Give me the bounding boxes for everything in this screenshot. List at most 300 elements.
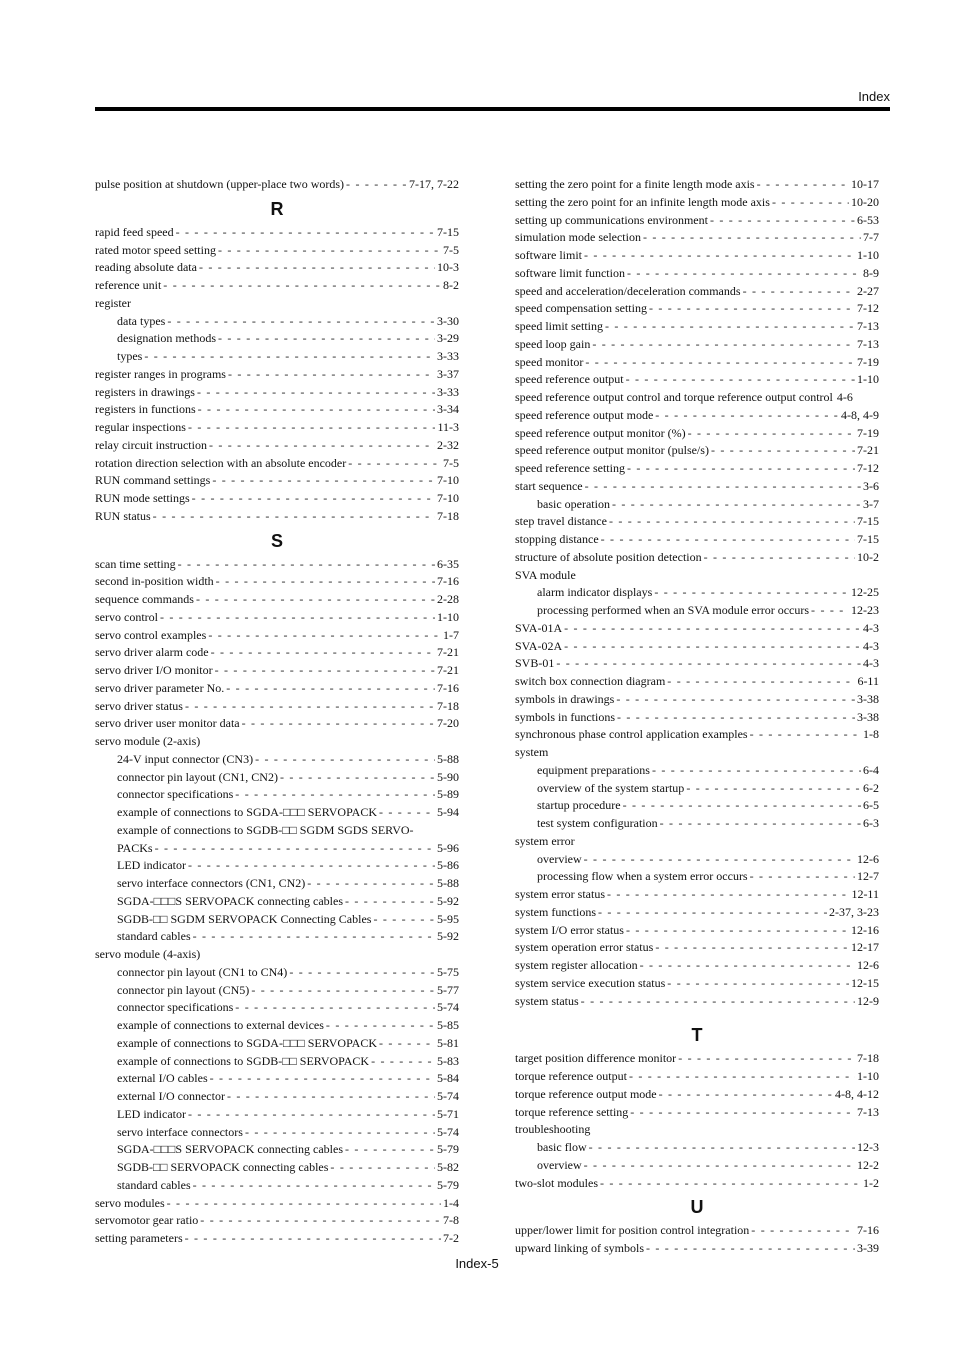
entry-term: servo interface connectors	[117, 1124, 243, 1139]
entry-term: connector specifications	[117, 1000, 234, 1015]
entry-term: setting up communications environment	[515, 212, 708, 227]
index-entry	[95, 384, 459, 402]
index-entry	[95, 277, 459, 295]
entry-page: 3-33	[437, 349, 459, 363]
entry-page: 7-13	[857, 319, 879, 333]
entry-page: 7-18	[437, 508, 459, 523]
index-entry	[515, 1104, 879, 1122]
index-entry	[515, 993, 879, 1011]
index-entry	[95, 490, 459, 508]
entry-term: 24-V input connector (CN3)	[117, 751, 254, 766]
index-entry	[515, 229, 879, 247]
index-entry	[515, 1086, 879, 1104]
entry-page: 7-12	[857, 461, 879, 475]
entry-term: simulation mode selection	[515, 230, 641, 245]
index-entry	[95, 680, 459, 698]
running-header: Index	[858, 89, 890, 104]
entry-term: synchronous phase control application examples	[515, 727, 748, 742]
entry-term: symbols in drawings	[515, 691, 615, 706]
index-entry	[515, 709, 879, 727]
index-subentry	[95, 999, 459, 1017]
entry-term: torque reference output	[515, 1069, 627, 1083]
entry-page: 4-8, 4-12	[835, 1086, 879, 1101]
entry-term: register ranges in programs	[95, 366, 226, 381]
entry-page: 5-96	[437, 840, 459, 855]
entry-page: 4-3	[863, 638, 879, 653]
index-column-right	[515, 176, 879, 1258]
entry-page: 5-95	[437, 911, 459, 926]
entry-term: speed limit setting	[515, 319, 603, 333]
entry-page: 1-2	[863, 1175, 879, 1190]
entry-term: LED indicator	[117, 858, 186, 873]
index-entry	[95, 259, 459, 277]
entry-term: servo modules	[95, 1195, 165, 1210]
entry-page: 12-16	[851, 922, 879, 937]
index-subentry	[95, 1106, 459, 1124]
index-subentry	[515, 1139, 879, 1157]
entry-term: processing flow when a system error occurs	[537, 869, 748, 884]
index-entry	[515, 1175, 879, 1193]
index-entry	[515, 283, 879, 301]
entry-page: 1-10	[857, 248, 879, 262]
index-entry	[95, 662, 459, 680]
entry-page: 12-17	[851, 940, 879, 955]
entry-term: example of connections to SGDB-□□ SERVOPACK	[117, 1053, 370, 1068]
index-entry	[515, 620, 879, 638]
entry-term: speed reference output monitor (pulse/s)	[515, 443, 709, 458]
index-subentry	[95, 1159, 459, 1177]
entry-page: 3-30	[437, 313, 459, 328]
entry-page: 7-16	[437, 574, 459, 589]
index-subentry	[95, 804, 459, 822]
entry-page: 7-18	[437, 698, 459, 713]
entry-term: stopping distance	[515, 532, 599, 546]
entry-term: example of connections to SGDA-□□□ SERVOPACK	[117, 1035, 377, 1050]
index-entry	[515, 957, 879, 975]
index-entry	[515, 691, 879, 709]
entry-page: 12-2	[857, 1157, 879, 1172]
entry-term: registers in drawings	[95, 384, 195, 399]
entry-page: 3-6	[863, 478, 879, 493]
entry-term: standard cables	[117, 1177, 191, 1192]
entry-term: reading absolute data	[95, 260, 197, 275]
entry-page: 2-27	[857, 283, 879, 298]
entry-page: 5-74	[437, 1000, 459, 1015]
entry-term: startup procedure	[537, 798, 621, 813]
entry-page: 2-32	[437, 437, 459, 452]
entry-term: servo driver alarm code	[95, 645, 209, 660]
entry-page: 3-29	[437, 331, 459, 346]
entry-term: sequence commands	[95, 592, 194, 606]
entry-page: 7-5	[443, 242, 459, 257]
entry-page: 5-83	[437, 1053, 459, 1068]
entry-page: 7-10	[437, 473, 459, 488]
entry-term: pulse position at shutdown (upper-place two words)	[95, 177, 345, 191]
entry-term: switch box connection diagram	[515, 674, 666, 688]
entry-term: relay circuit instruction	[95, 437, 207, 452]
index-entry	[515, 886, 879, 904]
index-entry	[515, 300, 879, 318]
index-entry	[95, 1230, 459, 1248]
entry-page: 7-7	[863, 230, 879, 245]
entry-term: SGDA-□□□S SERVOPACK connecting cables	[117, 1142, 344, 1157]
index-entry	[515, 247, 879, 265]
entry-page: 6-3	[863, 816, 879, 830]
index-subentry	[95, 982, 459, 1000]
index-entry	[515, 478, 879, 496]
index-entry	[515, 922, 879, 940]
entry-page: 5-79	[437, 1177, 459, 1192]
index-entry	[95, 437, 459, 455]
entry-term: standard cables	[117, 929, 191, 944]
index-subentry-line: example of connections to SGDB-□□ SGDM SGDS SERVO-	[117, 822, 414, 837]
index-entry	[95, 176, 459, 194]
entry-page: 5-81	[437, 1035, 459, 1050]
index-entry	[95, 609, 459, 627]
index-entry	[95, 591, 459, 609]
entry-term: upper/lower limit for position control integration	[515, 1223, 750, 1238]
index-entry	[515, 354, 879, 372]
entry-term: target position difference monitor	[515, 1051, 677, 1066]
entry-term: regular inspections	[95, 420, 186, 434]
entry-page: 3-38	[857, 691, 879, 706]
section-heading-t: T	[691, 1025, 703, 1046]
entry-page: 4-8, 4-9	[841, 407, 879, 422]
entry-term: rotation direction selection with an absolute encoder	[95, 455, 347, 470]
entry-page: 1-10	[437, 609, 459, 624]
entry-term: LED indicator	[117, 1106, 186, 1121]
index-entry	[95, 419, 459, 437]
entry-page: 8-9	[863, 265, 879, 280]
index-subentry	[95, 911, 459, 929]
entry-term: designation methods	[117, 331, 216, 346]
entry-term: connector pin layout (CN5)	[117, 982, 250, 997]
entry-page: 3-38	[857, 709, 879, 724]
entry-term: rated motor speed setting	[95, 242, 216, 257]
entry-term: SVA-02A	[515, 638, 563, 653]
entry-term: setting the zero point for an infinite length mode axis	[515, 194, 770, 209]
index-subentry	[95, 313, 459, 331]
entry-page: 5-94	[437, 805, 459, 819]
index-entry	[515, 904, 879, 922]
index-subentry	[95, 857, 459, 875]
index-entry-group	[515, 744, 879, 762]
entry-page: 12-23	[851, 603, 879, 617]
entry-term: servo driver user monitor data	[95, 716, 240, 731]
entry-term: external I/O connector	[117, 1089, 225, 1103]
entry-term: example of connections to SGDA-□□□ SERVOPACK	[117, 805, 377, 819]
entry-page: 5-89	[437, 787, 459, 802]
entry-term: troubleshooting	[515, 1122, 591, 1137]
index-entry	[95, 556, 459, 574]
entry-page: 5-75	[437, 964, 459, 979]
entry-page: 7-16	[857, 1223, 879, 1238]
entry-page: 7-10	[437, 491, 459, 505]
entry-term: servo driver status	[95, 698, 183, 713]
entry-term: servo driver parameter No.	[95, 680, 225, 695]
entry-page: 6-4	[863, 762, 879, 777]
entry-page: 7-21	[857, 443, 879, 458]
index-subentry	[515, 1157, 879, 1175]
entry-page: 6-35	[437, 556, 459, 571]
index-entry-group	[515, 567, 879, 585]
entry-term: test system configuration	[537, 816, 658, 830]
entry-term: symbols in functions	[515, 709, 616, 724]
entry-term: system	[515, 745, 549, 759]
entry-page: 5-86	[437, 858, 459, 873]
entry-term: reference unit	[95, 278, 162, 292]
entry-term: equipment preparations	[537, 762, 650, 777]
entry-term: overview	[537, 1157, 582, 1172]
index-column-left	[95, 176, 459, 1248]
entry-page: 8-2	[443, 278, 459, 292]
entry-term: system error	[515, 833, 575, 848]
entry-term: external I/O cables	[117, 1071, 208, 1086]
entry-page: 1-10	[857, 372, 879, 387]
index-entry	[95, 698, 459, 716]
entry-term: servomotor gear ratio	[95, 1213, 199, 1228]
entry-term: PACKs	[117, 840, 153, 855]
index-subentry	[95, 1088, 459, 1106]
index-entry	[95, 644, 459, 662]
index-entry-group	[95, 733, 459, 751]
index-entry-group	[95, 295, 459, 313]
entry-term: speed reference output	[515, 372, 624, 387]
entry-page: 3-33	[437, 384, 459, 399]
entry-term: system status	[515, 993, 579, 1008]
entry-page: 7-20	[437, 716, 459, 731]
entry-term: RUN mode settings	[95, 491, 190, 505]
index-entry	[95, 242, 459, 260]
entry-page: 10-2	[857, 549, 879, 564]
entry-term: rapid feed speed	[95, 224, 174, 239]
entry-page: 3-39	[857, 1241, 879, 1255]
entry-page: 2-37, 3-23	[829, 904, 879, 919]
entry-page: 1-8	[863, 727, 879, 742]
entry-term: system I/O error status	[515, 922, 624, 937]
index-entry-group	[515, 833, 879, 851]
entry-page: 7-2	[443, 1231, 459, 1245]
entry-page: 3-37	[437, 366, 459, 381]
entry-page: 7-21	[437, 663, 459, 677]
entry-term: SVA-01A	[515, 620, 563, 635]
entry-term: scan time setting	[95, 556, 176, 571]
entry-term: servo driver I/O monitor	[95, 663, 213, 677]
entry-page: 4-3	[863, 656, 879, 671]
index-subentry	[515, 584, 879, 602]
entry-term: alarm indicator displays	[537, 585, 653, 600]
entry-term: basic operation	[537, 496, 610, 511]
entry-term: servo module (4-axis)	[95, 947, 201, 961]
entry-term: torque reference output mode	[515, 1086, 657, 1101]
entry-term: example of connections to external devices	[117, 1018, 324, 1032]
index-subentry	[515, 762, 879, 780]
index-subentry	[95, 893, 459, 911]
index-subentry	[515, 780, 879, 798]
index-subentry	[515, 797, 879, 815]
index-subentry	[95, 786, 459, 804]
entry-page: 5-85	[437, 1018, 459, 1032]
entry-term: system operation error status	[515, 940, 654, 955]
entry-term: speed compensation setting	[515, 301, 647, 316]
entry-term: torque reference setting	[515, 1104, 629, 1119]
index-entry	[515, 655, 879, 673]
entry-page: 12-6	[857, 958, 879, 972]
index-entry	[95, 366, 459, 384]
entry-page: 6-2	[863, 780, 879, 795]
entry-page: 2-28	[437, 592, 459, 606]
entry-term: types	[117, 349, 143, 363]
entry-page: 5-92	[437, 929, 459, 944]
index-subentry	[95, 1124, 459, 1142]
entry-term: system register allocation	[515, 958, 638, 972]
entry-page: 7-12	[857, 301, 879, 316]
entry-page: 6-5	[863, 798, 879, 813]
entry-page: 5-92	[437, 893, 459, 908]
entry-page: 7-16	[437, 680, 459, 695]
section-heading-s: S	[270, 530, 283, 551]
entry-term: second in-position width	[95, 574, 214, 589]
index-entry	[515, 549, 879, 567]
entry-term: speed reference output monitor (%)	[515, 425, 686, 440]
entry-term: two-slot modules	[515, 1175, 598, 1190]
index-entry	[515, 389, 879, 407]
index-subentry	[515, 868, 879, 886]
entry-page: 7-13	[857, 336, 879, 351]
index-subentry	[95, 330, 459, 348]
entry-page: 1-4	[443, 1195, 459, 1210]
entry-page: 7-5	[443, 455, 459, 470]
entry-page: 7-13	[857, 1104, 879, 1119]
entry-page: 5-79	[437, 1142, 459, 1157]
entry-term: software limit	[515, 248, 582, 262]
index-subentry	[95, 928, 459, 946]
entry-page: 7-19	[857, 354, 879, 369]
entry-term: RUN status	[95, 508, 151, 523]
entry-term: speed monitor	[515, 354, 584, 369]
index-subentry	[515, 496, 879, 514]
entry-term: registers in functions	[95, 402, 196, 417]
index-entry	[515, 460, 879, 478]
entry-page: 6-53	[857, 212, 879, 227]
index-entry	[515, 336, 879, 354]
index-entry-group	[95, 946, 459, 964]
entry-page: 10-20	[851, 194, 879, 209]
entry-page: 1-10	[857, 1069, 879, 1083]
entry-term: servo interface connectors (CN1, CN2)	[117, 876, 306, 890]
entry-term: system error status	[515, 887, 605, 901]
entry-page: 5-74	[437, 1124, 459, 1139]
entry-page: 7-15	[857, 514, 879, 529]
entry-term: overview	[537, 851, 582, 866]
index-entry	[95, 573, 459, 591]
entry-term: connector pin layout (CN1 to CN4)	[117, 964, 288, 979]
entry-page: 7-15	[437, 224, 459, 239]
index-subentry	[95, 1141, 459, 1159]
entry-term: speed reference output control and torque reference output control	[515, 390, 833, 404]
entry-page: 7-15	[857, 532, 879, 546]
entry-page: 11-3	[437, 420, 459, 434]
index-entry	[515, 531, 879, 549]
entry-term: speed reference setting	[515, 461, 625, 475]
entry-page: 12-3	[857, 1140, 879, 1154]
index-entry	[515, 371, 879, 389]
entry-term: step travel distance	[515, 514, 607, 529]
entry-term: SVA module	[515, 567, 576, 582]
index-subentry	[515, 602, 879, 620]
entry-term: speed loop gain	[515, 336, 591, 351]
index-entry	[95, 1212, 459, 1230]
entry-term: RUN command settings	[95, 473, 211, 488]
index-subentry	[515, 851, 879, 869]
entry-page: 12-7	[857, 869, 879, 884]
index-entry	[95, 472, 459, 490]
entry-page: 7-8	[443, 1213, 459, 1228]
page-number: Index-5	[455, 1256, 499, 1271]
entry-page: 5-88	[437, 876, 459, 890]
index-subentry	[95, 875, 459, 893]
index-entry	[515, 1068, 879, 1086]
index-entry	[515, 513, 879, 531]
index-entry	[515, 1222, 879, 1240]
index-entry	[95, 508, 459, 526]
index-entry	[515, 425, 879, 443]
entry-page: 3-34	[437, 402, 459, 417]
entry-term: connector pin layout (CN1, CN2)	[117, 769, 278, 784]
entry-term: servo module (2-axis)	[95, 734, 201, 748]
index-subentry	[515, 815, 879, 833]
entry-term: start sequence	[515, 478, 583, 493]
entry-term: data types	[117, 313, 166, 328]
entry-page: 5-77	[437, 982, 459, 997]
index-entry	[95, 715, 459, 733]
entry-term: SGDB-□□ SGDM SERVOPACK Connecting Cables	[117, 911, 372, 926]
entry-term: structure of absolute position detection	[515, 549, 702, 564]
entry-term: register	[95, 295, 131, 310]
entry-page: 3-7	[863, 496, 879, 511]
entry-term: speed reference output mode	[515, 407, 654, 422]
index-entry	[515, 442, 879, 460]
entry-term: setting parameters	[95, 1231, 183, 1245]
index-entry	[95, 401, 459, 419]
entry-page: 7-19	[857, 425, 879, 440]
entry-page: 7-18	[857, 1051, 879, 1066]
section-heading-r: R	[270, 198, 284, 219]
entry-page: 5-71	[437, 1106, 459, 1121]
index-entry	[515, 407, 879, 425]
index-subentry-continuation	[95, 840, 459, 858]
index-subentry	[95, 964, 459, 982]
entry-page: 12-11	[851, 887, 879, 901]
entry-term: processing performed when an SVA module error occurs	[537, 603, 810, 617]
index-entry-group	[515, 1121, 879, 1139]
entry-term: SGDA-□□□S SERVOPACK connecting cables	[117, 893, 344, 908]
index-entry	[515, 265, 879, 283]
entry-page: 10-3	[437, 260, 459, 275]
index-entry	[515, 176, 879, 194]
index-entry	[95, 1195, 459, 1213]
index-subentry	[95, 769, 459, 787]
entry-page: 5-84	[437, 1071, 459, 1086]
entry-page: 4-6	[836, 390, 853, 404]
entry-page: 6-11	[857, 674, 879, 688]
index-subentry	[95, 1035, 459, 1053]
index-entry	[515, 1050, 879, 1068]
entry-term: SGDB-□□ SERVOPACK connecting cables	[117, 1160, 329, 1174]
entry-term: servo control	[95, 609, 158, 624]
index-entry	[95, 627, 459, 645]
entry-page: 4-3	[863, 620, 879, 635]
